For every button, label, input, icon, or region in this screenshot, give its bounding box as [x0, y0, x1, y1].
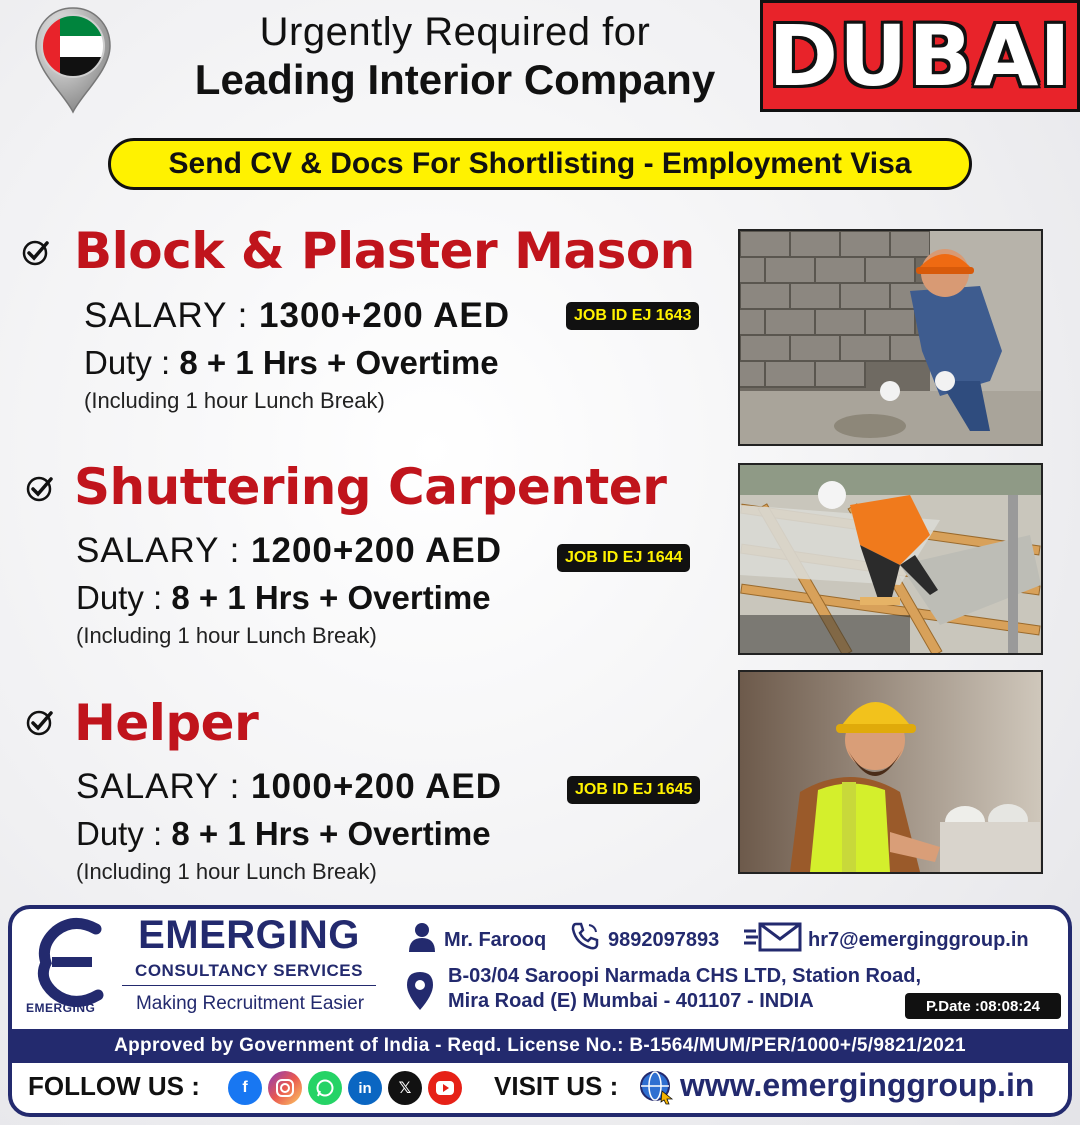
job-id-badge: JOB ID EJ 1645: [567, 776, 700, 804]
helper-photo: [738, 670, 1043, 874]
instagram-icon[interactable]: [268, 1071, 302, 1105]
lunch-note: (Including 1 hour Lunch Break): [76, 623, 377, 648]
logo-caption: EMERGING: [26, 1001, 96, 1015]
salary-label: SALARY :: [84, 296, 260, 335]
job-title: Block & Plaster Mason: [74, 222, 695, 280]
globe-icon: [638, 1069, 674, 1105]
duty-label: Duty :: [76, 815, 172, 852]
duty-label: Duty :: [76, 579, 172, 616]
salary-line: [76, 767, 502, 807]
job-id-badge: JOB ID EJ 1643: [566, 302, 699, 330]
company-footer: [8, 905, 1072, 1117]
check-icon: [24, 708, 54, 738]
location-pin-icon: [406, 971, 434, 1011]
salary-line: [76, 531, 502, 571]
contact-email[interactable]: hr7@emerginggroup.in: [808, 929, 1029, 951]
company-name: EMERGING: [138, 913, 360, 957]
post-date-badge: P.Date :08:08:24: [905, 993, 1061, 1019]
salary-value: 1000+200 AED: [251, 767, 503, 806]
salary-label: SALARY :: [76, 531, 252, 570]
visit-us-label: VISIT US :: [494, 1071, 619, 1101]
whatsapp-icon[interactable]: [308, 1071, 342, 1105]
mason-photo: [738, 229, 1043, 446]
duty-label: Duty :: [84, 344, 180, 381]
check-icon: [20, 238, 50, 268]
license-approval-bar: Approved by Government of India - Reqd. License No.: B-1564/MUM/PER/1000+/5/9821/2021: [12, 1029, 1068, 1063]
address-line-2: Mira Road (E) Mumbai - 401107 - INDIA: [448, 990, 814, 1012]
phone-icon: [570, 921, 600, 951]
contact-phone[interactable]: 9892097893: [608, 929, 720, 951]
x-icon[interactable]: 𝕏: [388, 1071, 422, 1105]
duty-value: 8 + 1 Hrs + Overtime: [171, 579, 491, 616]
duty-value: 8 + 1 Hrs + Overtime: [171, 815, 491, 852]
header-line-urgently-required: Urgently Required for: [259, 10, 651, 54]
brand-divider: [122, 985, 376, 986]
header-line-company: Leading Interior Company: [194, 56, 716, 103]
linkedin-icon[interactable]: in: [348, 1071, 382, 1105]
salary-value: 1300+200 AED: [259, 296, 511, 335]
location-banner: [760, 0, 1080, 112]
company-subtitle: CONSULTANCY SERVICES: [135, 961, 363, 980]
facebook-icon[interactable]: f: [228, 1071, 262, 1105]
salary-label: SALARY :: [76, 767, 252, 806]
duty-value: 8 + 1 Hrs + Overtime: [179, 344, 499, 381]
lunch-note: (Including 1 hour Lunch Break): [76, 859, 377, 884]
company-logo-icon: [34, 917, 114, 1007]
uae-flag-pin-icon: [34, 6, 112, 114]
duty-line: [76, 579, 491, 617]
duty-line: [76, 815, 491, 853]
website-link[interactable]: www.emerginggroup.in: [680, 1067, 1035, 1103]
salary-line: [84, 296, 510, 336]
location-text: DUBAI: [768, 7, 1072, 105]
carpenter-photo: [738, 463, 1043, 655]
check-icon: [24, 474, 54, 504]
job-title: Helper: [74, 694, 259, 752]
email-icon: [744, 921, 802, 953]
job-title: Shuttering Carpenter: [74, 458, 667, 516]
salary-value: 1200+200 AED: [251, 531, 503, 570]
lunch-note: (Including 1 hour Lunch Break): [84, 388, 385, 413]
person-icon: [406, 921, 438, 953]
duty-line: [84, 344, 499, 382]
job-id-badge: JOB ID EJ 1644: [557, 544, 690, 572]
youtube-icon[interactable]: [428, 1071, 462, 1105]
company-tagline: Making Recruitment Easier: [135, 993, 365, 1014]
cta-banner: Send CV & Docs For Shortlisting - Employment Visa: [108, 138, 972, 190]
follow-us-label: FOLLOW US :: [28, 1071, 200, 1101]
address-line-1: B-03/04 Saroopi Narmada CHS LTD, Station Road,: [448, 965, 922, 987]
contact-person: Mr. Farooq: [444, 929, 547, 951]
